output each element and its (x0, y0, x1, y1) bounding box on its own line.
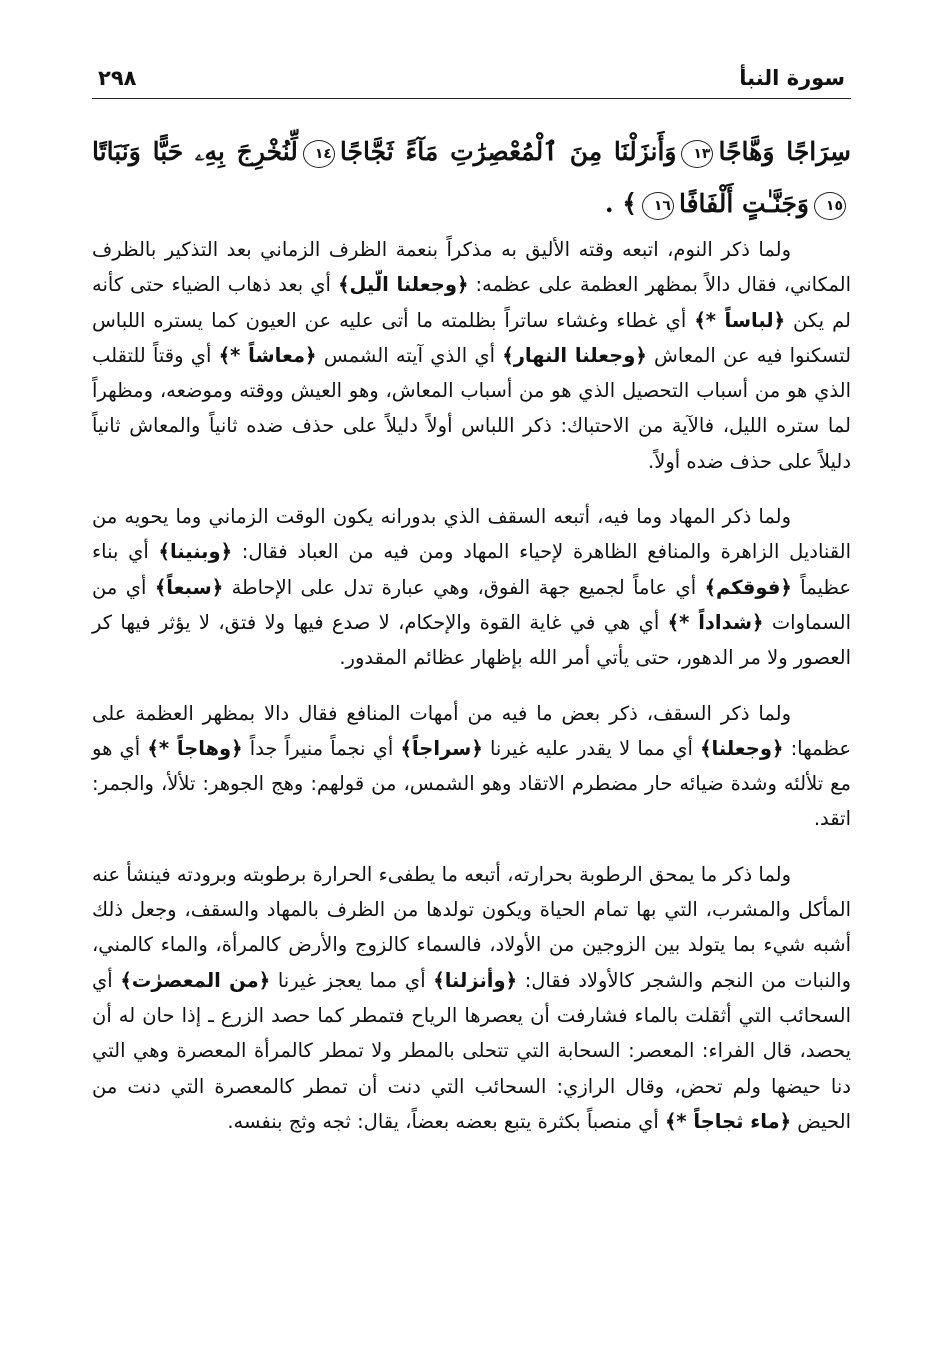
verse-text: لِّنُخْرِجَ بِهِۦ حَبًّا وَنَبَاتًا (92, 137, 298, 166)
quran-quote: ﴿فوقكم﴾ (704, 575, 792, 599)
quran-quote: ﴿وجعلنا﴾ (700, 736, 784, 760)
paragraph-text: أي منصباً بكثرة يتبع بعضه بعضاً، يقال: ثجه وثج بنفسه. (227, 1109, 665, 1133)
paragraph-text: أي الذي آيته الشمس (316, 343, 503, 367)
paragraph-text: أي نجماً منيراً جداً (242, 736, 401, 760)
quran-quote: ﴿وأنزلنا﴾ (433, 968, 518, 992)
ayah-number-14: ١٤ (303, 140, 335, 168)
page-header (92, 58, 851, 99)
verse-text: وَجَنَّـٰتٍ أَلْفَافًا (678, 189, 809, 218)
quran-quote: ﴿معاشاً *﴾ (218, 343, 317, 367)
paragraph-text: ولما ذكر السقف، ذكر بعض ما فيه من أمهات المنافع فقال دالا بمظهر العظمة على عظمها: (92, 701, 851, 760)
paragraph-text: ولما ذكر المهاد وما فيه، أتبعه السقف الذي بدورانه يكون الوقت الزماني وما يحويه من القناديل الزاهرة والمنافع الظاهرة لإحياء المهاد ومن فيه من العباد فقال: (92, 505, 852, 564)
verse-text: سِرَاجًا وَهَّاجًا (718, 137, 851, 166)
surah-title: سورة النبأ (739, 66, 845, 90)
verse-text: وَأَنزَلْنَا مِنَ ٱلْمُعْصِرَٰتِ مَآءً ثَجَّاجًا (339, 137, 677, 166)
quran-quote: ﴿من المعصرٰت﴾ (120, 968, 271, 992)
paragraph-text: أي مما يعجز غيرنا (270, 968, 434, 992)
paragraph-text: أي هي في غاية القوة والإحكام، لا صدع فيها ولا فتق، لا يؤثر فيها كر العصور ولا مر الدهور، حتى يأتي أمر الله بإظهار عظائم المقدور. (92, 610, 851, 670)
paragraph-2 (92, 499, 851, 675)
paragraph-text: أي من السماوات (92, 575, 851, 634)
paragraph-text: أي بناء عظيماً (92, 540, 852, 599)
quran-quote: ﴿وجعلنا النهار﴾ (502, 343, 647, 367)
paragraph-text: أي عاماً لجميع جهة الفوق، وهي عبارة تدل على الإحاطة (223, 575, 705, 599)
paragraph-3 (92, 696, 851, 837)
quran-quote: ﴿وجعلنا الّيل﴾ (338, 273, 469, 297)
quran-quote: ﴿سبعاً﴾ (154, 575, 224, 599)
paragraph-text: ولما ذكر النوم، اتبعه وقته الأليق به مذكراً بنعمة الظرف الزماني بعد التذكير بالظرف المكاني، فقال دالاً بمظهر العظمة على عظمه: (92, 238, 851, 297)
ayah-number-13: ١٣ (681, 140, 713, 168)
ayah-number-15: ١٥ (814, 192, 846, 220)
paragraph-text: أي هو مع تلألئه وشدة ضيائه حار مضطرم الاتقاد وهو الشمس، من قولهم: وهج الجوهر: تلألأ، والجمر: اتقد. (92, 736, 851, 831)
paragraph-text: أي بعد ذهاب الضياء حتى كأنه لم يكن (92, 273, 851, 332)
paragraph-text: أي غطاء وغشاء ساتراً بظلمته ما أتى عليه عن العيون كما يستره اللباس لتسكنوا فيه عن المعاش (92, 308, 852, 367)
quran-quote: ﴿وهاجاً *﴾ (147, 736, 243, 760)
quran-quote: ﴿شداداً *﴾ (667, 610, 764, 634)
quran-quote: ﴿ماء ثجاجاً *﴾ (665, 1109, 792, 1133)
quran-verses (92, 126, 851, 230)
ayah-number-16: ١٦ (642, 192, 674, 220)
quran-quote: ﴿سراجاً﴾ (400, 736, 483, 760)
paragraph-1 (92, 232, 851, 479)
quran-quote: ﴿لباساً *﴾ (694, 308, 786, 332)
paragraph-text: أي مما لا يقدر عليه غيرنا (482, 736, 701, 760)
paragraph-4 (92, 857, 851, 1139)
quran-quote: ﴿وبنينا﴾ (158, 540, 233, 564)
paragraph-text: ولما ذكر ما يمحق الرطوبة بحرارته، أتبعه ما يطفىء الحرارة برطوبته وبرودته فينشأ عنه المأكل والمشرب، التي بها تمام الحياة ويكون تولدها من الظرف بالمهاد والسقف، وجعل ذلك أشبه شيء بما يتولد بين الزوجين من الأولاد، فالسماء كالزوج والأرض كالمرأة، والماء كالمني، والنبات من النجم والشجر كالأولاد فقال: (92, 862, 851, 992)
paragraph-text: أي السحائب التي أثقلت بالماء فشارفت أن يعصرها الرياح فتمطر كما حصد الزرع ـ إذا حان له أن يحصد، قال الفراء: المعصر: السحابة التي تتحلى بالمطر ولا تمطر كالمرأة المعصرة وهي التي دنا حيضها ولم تحض، وقال الرازي: السحائب التي دنت أن تمطر كالمعصرة التي دنت من الحيض (92, 968, 851, 1133)
verse-end: ﴾ . (604, 189, 637, 218)
page-number: ٢٩٨ (98, 66, 137, 90)
commentary (92, 232, 851, 1159)
paragraph-text: أي وقتاً للتقلب الذي هو من أسباب التحصيل الذي هو من أسباب المعاش، وهو العيش ووقته وموضعه، ومظهراً لما ستره الليل، فالآية من الاحتباك: ذكر اللباس أولاً دليلاً على حذف ضده ثانياً والمعاش ثانياً دليلاً على حذف ضده أولاً. (92, 343, 851, 473)
